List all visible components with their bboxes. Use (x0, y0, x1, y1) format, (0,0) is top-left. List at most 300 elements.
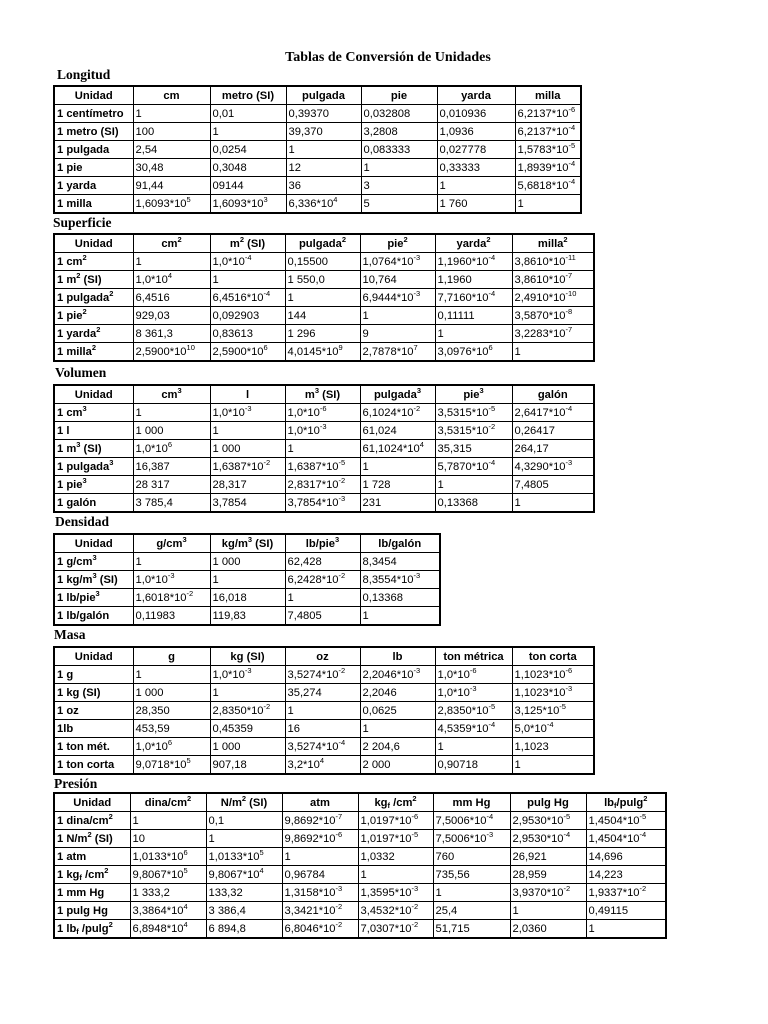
cell: $1,4504*10^{-4}$ (586, 830, 666, 848)
table-row (54, 553, 440, 571)
cell: 1,1023 (512, 738, 594, 756)
cell: 0,13368 (360, 589, 440, 607)
cell: 3 386,4 (206, 902, 282, 920)
cell: $7,5006*10^{-4}$ (433, 812, 510, 830)
table-row (54, 848, 666, 866)
cell: 1 760 (437, 195, 515, 214)
table-row (54, 494, 594, 513)
cell: 1 (285, 589, 360, 607)
cell: $7,0307*10^{-2}$ (358, 920, 433, 939)
header-cell: milla (515, 86, 581, 105)
row-label: 1 pulgada$^2$ (54, 289, 133, 307)
cell: 1 (210, 684, 285, 702)
cell: $5,6818*10^{-4}$ (515, 177, 581, 195)
cell: 3,2808 (361, 123, 437, 141)
section-title-superficie: Superficie (53, 215, 112, 230)
cell: $6,9444*10^{-3}$ (360, 289, 435, 307)
cell: 1 (360, 607, 440, 626)
cell: 1 (512, 494, 594, 513)
cell: 1 (510, 902, 586, 920)
table-row (54, 458, 594, 476)
cell: $1,0*10^{-4}$ (210, 253, 285, 271)
cell: $4,3290*10^{-3}$ (512, 458, 594, 476)
cell: $1,1960*10^{-4}$ (435, 253, 512, 271)
cell: $1,0*10^4$ (133, 271, 210, 289)
cell: 16,387 (133, 458, 210, 476)
row-label: 1 $cm^3$ (54, 404, 133, 422)
cell: 09144 (210, 177, 286, 195)
cell: 0,11983 (133, 607, 210, 626)
section-title-masa: Masa (54, 627, 86, 642)
header-cell: $m^3$ (SI) (285, 385, 360, 404)
cell: $3,8610*10^{-11}$ (512, 253, 594, 271)
cell: 0,26417 (512, 422, 594, 440)
cell: $3,9370*10^{-2}$ (510, 884, 586, 902)
table-row (54, 830, 666, 848)
row-label: 1 galón (54, 494, 133, 513)
cell: $3,2283*10^{-7}$ (512, 325, 594, 343)
table-row (54, 738, 594, 756)
cell: 1 (358, 866, 433, 884)
cell: 1 (133, 553, 210, 571)
cell: 61,024 (360, 422, 435, 440)
row-label: 1 $g/cm^3$ (54, 553, 133, 571)
cell: $1,6093*10^5$ (133, 195, 210, 214)
cell: 0,33333 (437, 159, 515, 177)
cell: 26,921 (510, 848, 586, 866)
header-cell: pulgada$^3$ (360, 385, 435, 404)
row-label: 1 pulgada (54, 141, 133, 159)
cell: 0,032808 (361, 105, 437, 123)
cell: 1 (586, 920, 666, 939)
cell: 2,2046 (360, 684, 435, 702)
cell: 2,54 (133, 141, 210, 159)
table-row (54, 666, 594, 684)
cell: $1,1023*10^{-3}$ (512, 684, 594, 702)
table-row (54, 307, 594, 325)
cell: $1,6093*10^3$ (210, 195, 286, 214)
cell: $1,0*10^6$ (133, 738, 210, 756)
cell: 907,18 (210, 756, 285, 775)
cell: $1,0*10^{-3}$ (210, 666, 285, 684)
row-label: 1 pie$^3$ (54, 476, 133, 494)
cell: 2 000 (360, 756, 435, 775)
table-densidad (53, 533, 441, 626)
cell: 30,48 (133, 159, 210, 177)
header-cell: atm (282, 793, 358, 812)
cell: $6,8948*10^4$ (130, 920, 206, 939)
cell: 51,715 (433, 920, 510, 939)
cell: 3 785,4 (133, 494, 210, 513)
cell: $7,5006*10^{-3}$ (433, 830, 510, 848)
cell: 0,39370 (286, 105, 361, 123)
table-row (54, 684, 594, 702)
cell: 1 (210, 271, 285, 289)
cell: 35,274 (285, 684, 360, 702)
cell: 133,32 (206, 884, 282, 902)
cell: 1 000 (133, 422, 210, 440)
cell: $2,8317*10^{-2}$ (285, 476, 360, 494)
row-label: 1 atm (54, 848, 130, 866)
header-cell: galón (512, 385, 594, 404)
cell: $4,0145*10^9$ (285, 343, 360, 362)
cell: $6,2428*10^{-2}$ (285, 571, 360, 589)
cell: 231 (360, 494, 435, 513)
cell: 119,83 (210, 607, 285, 626)
cell: 0,083333 (361, 141, 437, 159)
cell: $1,6387*10^{-2}$ (210, 458, 285, 476)
cell: $1,0*10^6$ (133, 440, 210, 458)
header-cell: oz (285, 647, 360, 666)
row-label: 1 lb/galón (54, 607, 133, 626)
row-label: 1 l (54, 422, 133, 440)
cell: 735,56 (433, 866, 510, 884)
table-row (54, 422, 594, 440)
table-row (54, 123, 581, 141)
header-cell: Unidad (54, 647, 133, 666)
cell: 39,370 (286, 123, 361, 141)
cell: $3,7854*10^{-3}$ (285, 494, 360, 513)
cell: 100 (133, 123, 210, 141)
cell: 25,4 (433, 902, 510, 920)
cell: 144 (285, 307, 360, 325)
cell: 0,010936 (437, 105, 515, 123)
cell: 0,90718 (435, 756, 512, 775)
cell: 1 (130, 812, 206, 830)
cell: 1 (285, 702, 360, 720)
cell: 0,027778 (437, 141, 515, 159)
row-label: 1 $N/m^2$ (SI) (54, 830, 130, 848)
header-cell: Unidad (54, 234, 133, 253)
cell: 0,0254 (210, 141, 286, 159)
cell: $1,0*10^{-3}$ (435, 684, 512, 702)
cell: 1 296 (285, 325, 360, 343)
cell: 91,44 (133, 177, 210, 195)
table-row (54, 177, 581, 195)
cell: $1,0133*10^6$ (130, 848, 206, 866)
cell: 62,428 (285, 553, 360, 571)
cell: 1 000 (210, 738, 285, 756)
header-cell: $m^2$ (SI) (210, 234, 285, 253)
cell: 1 (360, 307, 435, 325)
cell: $2,2046*10^{-3}$ (360, 666, 435, 684)
header-cell: $kg_f$ $/cm^2$ (358, 793, 433, 812)
header-cell: yarda$^2$ (435, 234, 512, 253)
row-label: 1 $cm^2$ (54, 253, 133, 271)
row-label: 1 yarda (54, 177, 133, 195)
header-cell: yarda (437, 86, 515, 105)
table-row (54, 571, 440, 589)
header-cell: Unidad (54, 385, 133, 404)
cell: $6,1024*10^{-2}$ (360, 404, 435, 422)
cell: 1 (282, 848, 358, 866)
cell: 1 550,0 (285, 271, 360, 289)
cell: 6,4516 (133, 289, 210, 307)
cell: $1,1023*10^{-6}$ (512, 666, 594, 684)
table-row (54, 343, 594, 362)
cell: $2,9530*10^{-5}$ (510, 812, 586, 830)
cell: 3,7854 (210, 494, 285, 513)
header-cell: $N/m^2$ (SI) (206, 793, 282, 812)
cell: 1 (133, 404, 210, 422)
cell: 1 (435, 476, 512, 494)
cell: $3,8610*10^{-7}$ (512, 271, 594, 289)
cell: 7,4805 (512, 476, 594, 494)
header-cell: pie (361, 86, 437, 105)
section-title-densidad: Densidad (55, 514, 110, 529)
cell: 3 (361, 177, 437, 195)
row-label: 1 $kg/m^3$ (SI) (54, 571, 133, 589)
cell: $2,5900*10^{10}$ (133, 343, 210, 362)
cell: $1,3595*10^{-3}$ (358, 884, 433, 902)
row-label: 1 milla$^2$ (54, 343, 133, 362)
row-label: 1 lb/pie$^3$ (54, 589, 133, 607)
cell: $9,8692*10^{-6}$ (282, 830, 358, 848)
cell: 760 (433, 848, 510, 866)
cell: 0,3048 (210, 159, 286, 177)
cell: 5 (361, 195, 437, 214)
table-volumen (53, 384, 595, 513)
row-label: 1 mm Hg (54, 884, 130, 902)
cell: $5,7870*10^{-4}$ (435, 458, 512, 476)
table-row (54, 589, 440, 607)
cell: $1,0764*10^{-3}$ (360, 253, 435, 271)
table-header-row (54, 534, 440, 553)
cell: $2,4910*10^{-10}$ (512, 289, 594, 307)
cell: 1 000 (210, 440, 285, 458)
cell: $6,336*10^4$ (286, 195, 361, 214)
cell: 7,4805 (285, 607, 360, 626)
cell: 8,3454 (360, 553, 440, 571)
table-row (54, 440, 594, 458)
cell: 8 361,3 (133, 325, 210, 343)
cell: 1 (133, 253, 210, 271)
cell: 2 204,6 (360, 738, 435, 756)
header-cell: $cm^3$ (133, 385, 210, 404)
cell: 1 (360, 720, 435, 738)
cell: 929,03 (133, 307, 210, 325)
header-cell: dina/$cm^2$ (130, 793, 206, 812)
cell: $3,5315*10^{-5}$ (435, 404, 512, 422)
cell: $6,4516*10^{-4}$ (210, 289, 285, 307)
cell: $1,0197*10^{-5}$ (358, 830, 433, 848)
cell: 1 (285, 440, 360, 458)
header-cell: kg (SI) (210, 647, 285, 666)
cell: 1 000 (210, 553, 285, 571)
cell: $1,0*10^{-6}$ (285, 404, 360, 422)
row-label: 1 centímetro (54, 105, 133, 123)
header-cell: g (133, 647, 210, 666)
cell: 1 (210, 422, 285, 440)
cell: $3,5274*10^{-2}$ (285, 666, 360, 684)
cell: $5,0*10^{-4}$ (512, 720, 594, 738)
cell: $1,0197*10^{-6}$ (358, 812, 433, 830)
cell: 14,223 (586, 866, 666, 884)
cell: 0,49115 (586, 902, 666, 920)
cell: $1,0133*10^5$ (206, 848, 282, 866)
cell: 28,350 (133, 702, 210, 720)
header-cell: $kg/m^3$ (SI) (210, 534, 285, 553)
header-cell: Unidad (54, 793, 130, 812)
cell: 9 (360, 325, 435, 343)
header-cell: lb/pie$^3$ (285, 534, 360, 553)
table-row (54, 902, 666, 920)
cell: 1 (435, 738, 512, 756)
header-cell: milla$^2$ (512, 234, 594, 253)
cell: 1 (133, 666, 210, 684)
cell: 2,0360 (510, 920, 586, 939)
row-label: 1 ton corta (54, 756, 133, 775)
table-presion (53, 792, 667, 939)
cell: $2,8350*10^{-5}$ (435, 702, 512, 720)
header-cell: pie$^2$ (360, 234, 435, 253)
cell: 1 (286, 141, 361, 159)
row-label: 1 pulgada$^3$ (54, 458, 133, 476)
table-masa (53, 646, 595, 775)
cell: 10,764 (360, 271, 435, 289)
section-title-volumen: Volumen (55, 365, 107, 380)
cell: $6,2137*10^{-4}$ (515, 123, 581, 141)
row-label: 1 kg (SI) (54, 684, 133, 702)
cell: 264,17 (512, 440, 594, 458)
row-label: 1 milla (54, 195, 133, 214)
row-label: 1 yarda$^2$ (54, 325, 133, 343)
cell: $1,0*10^{-3}$ (210, 404, 285, 422)
table-row (54, 607, 440, 626)
cell: $3,3421*10^{-2}$ (282, 902, 358, 920)
table-row (54, 105, 581, 123)
table-row (54, 920, 666, 939)
row-label: 1 pulg Hg (54, 902, 130, 920)
cell: 0,1 (206, 812, 282, 830)
page-title: Tablas de Conversión de Unidades (285, 50, 491, 65)
table-header-row (54, 793, 666, 812)
cell: $8,3554*10^{-3}$ (360, 571, 440, 589)
cell: 0,45359 (210, 720, 285, 738)
row-label: 1lb (54, 720, 133, 738)
header-cell: mm Hg (433, 793, 510, 812)
table-row (54, 159, 581, 177)
cell: 1 (360, 458, 435, 476)
table-longitud (53, 85, 582, 214)
cell: $6,8046*10^{-2}$ (282, 920, 358, 939)
section-title-presion: Presión (54, 776, 98, 791)
cell: $2,6417*10^{-4}$ (512, 404, 594, 422)
cell: 0,96784 (282, 866, 358, 884)
cell: $1,0*10^{-3}$ (285, 422, 360, 440)
table-row (54, 756, 594, 775)
cell: $4,5359*10^{-4}$ (435, 720, 512, 738)
cell: $3,0976*10^6$ (435, 343, 512, 362)
cell: 1 (210, 123, 286, 141)
table-row (54, 884, 666, 902)
cell: $2,5900*10^6$ (210, 343, 285, 362)
cell: 0,15500 (285, 253, 360, 271)
cell: $3,125*10^{-5}$ (512, 702, 594, 720)
row-label: 1 dina/$cm^2$ (54, 812, 130, 830)
cell: $1,9337*10^{-2}$ (586, 884, 666, 902)
table-row (54, 812, 666, 830)
row-label: 1 pie$^2$ (54, 307, 133, 325)
cell: 0,092903 (210, 307, 285, 325)
cell: 1 000 (133, 684, 210, 702)
cell: 0,83613 (210, 325, 285, 343)
cell: 1 (515, 195, 581, 214)
cell: $2,9530*10^{-4}$ (510, 830, 586, 848)
header-cell: metro (SI) (210, 86, 286, 105)
table-row (54, 271, 594, 289)
cell: $2,7878*10^7$ (360, 343, 435, 362)
cell: 1 728 (360, 476, 435, 494)
cell: 0,0625 (360, 702, 435, 720)
header-cell: pulg Hg (510, 793, 586, 812)
row-label: 1 g (54, 666, 133, 684)
cell: 16 (285, 720, 360, 738)
cell: $2,8350*10^{-2}$ (210, 702, 285, 720)
header-cell: cm (133, 86, 210, 105)
table-row (54, 720, 594, 738)
row-label: 1 $m^3$ (SI) (54, 440, 133, 458)
cell: 1 (512, 343, 594, 362)
cell: 453,59 (133, 720, 210, 738)
table-header-row (54, 385, 594, 404)
row-label: 1 oz (54, 702, 133, 720)
cell: $9,8067*10^4$ (206, 866, 282, 884)
row-label: 1 pie (54, 159, 133, 177)
cell: 28,959 (510, 866, 586, 884)
cell: $3,5274*10^{-4}$ (285, 738, 360, 756)
cell: $1,0*10^{-6}$ (435, 666, 512, 684)
cell: 14,696 (586, 848, 666, 866)
table-row (54, 404, 594, 422)
table-row (54, 195, 581, 214)
header-cell: pulgada$^2$ (285, 234, 360, 253)
cell: 16,018 (210, 589, 285, 607)
cell: 0,01 (210, 105, 286, 123)
cell: 28 317 (133, 476, 210, 494)
cell: $3,2*10^4$ (285, 756, 360, 775)
table-header-row (54, 234, 594, 253)
header-cell: $g/cm^3$ (133, 534, 210, 553)
cell: 1 (433, 884, 510, 902)
header-cell: $cm^2$ (133, 234, 210, 253)
cell: 1 (133, 105, 210, 123)
cell: 0,11111 (435, 307, 512, 325)
header-cell: ton métrica (435, 647, 512, 666)
cell: $1,6018*10^{-2}$ (133, 589, 210, 607)
row-label: 1 $m^2$ (SI) (54, 271, 133, 289)
cell: 10 (130, 830, 206, 848)
cell: $3,3864*10^4$ (130, 902, 206, 920)
cell: 1 (435, 325, 512, 343)
cell: $3,4532*10^{-2}$ (358, 902, 433, 920)
cell: 1 333,2 (130, 884, 206, 902)
cell: $1,6387*10^{-5}$ (285, 458, 360, 476)
cell: $1,8939*10^{-4}$ (515, 159, 581, 177)
header-cell: ton corta (512, 647, 594, 666)
cell: $1,3158*10^{-3}$ (282, 884, 358, 902)
cell: 1 (512, 756, 594, 775)
header-cell: Unidad (54, 534, 133, 553)
row-label: 1 ton mét. (54, 738, 133, 756)
cell: $9,0718*10^5$ (133, 756, 210, 775)
cell: 1 (206, 830, 282, 848)
table-row (54, 141, 581, 159)
cell: 1,0332 (358, 848, 433, 866)
row-label: 1 $lb_f$ /pulg$^2$ (54, 920, 130, 939)
cell: 0,13368 (435, 494, 512, 513)
table-row (54, 289, 594, 307)
